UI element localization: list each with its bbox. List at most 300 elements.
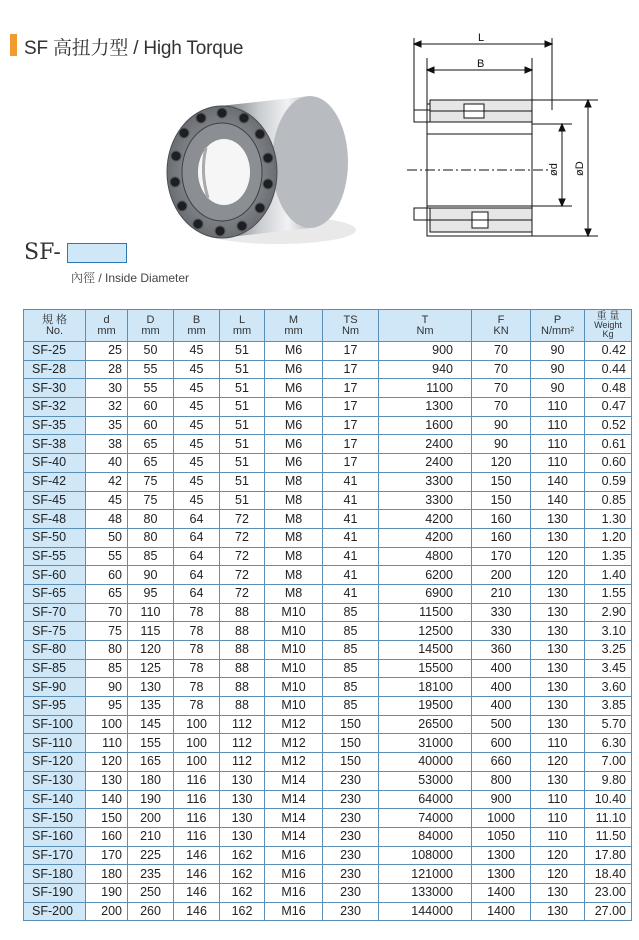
table-cell: 17 (323, 360, 379, 379)
table-cell: 4800 (379, 547, 472, 566)
table-row (24, 790, 632, 809)
table-cell: 130 (531, 659, 585, 678)
table-cell: 0.61 (585, 435, 632, 454)
header-cell: M mm (265, 310, 323, 342)
table-row (24, 360, 632, 379)
model-cell: SF-38 (24, 435, 86, 454)
table-cell: 88 (220, 603, 265, 622)
table-cell: M6 (265, 435, 323, 454)
table-cell: 200 (472, 566, 531, 585)
header-cell: B mm (174, 310, 220, 342)
table-cell: 80 (128, 510, 174, 529)
table-cell: 17 (323, 435, 379, 454)
table-cell: 146 (174, 883, 220, 902)
table-cell: 85 (323, 641, 379, 660)
table-cell: M8 (265, 566, 323, 585)
table-cell: 140 (531, 472, 585, 491)
table-cell: 7.00 (585, 753, 632, 772)
table-row (24, 883, 632, 902)
table-row (24, 416, 632, 435)
table-cell: 11.50 (585, 827, 632, 846)
table-cell: 0.42 (585, 342, 632, 361)
table-cell: 95 (128, 584, 174, 603)
table-row (24, 697, 632, 716)
table-cell: 146 (174, 902, 220, 921)
table-cell: 146 (174, 846, 220, 865)
table-cell: 3.60 (585, 678, 632, 697)
table-cell: M8 (265, 491, 323, 510)
dim-L-label: L (478, 32, 485, 44)
table-cell: 330 (472, 603, 531, 622)
table-cell: 45 (174, 491, 220, 510)
table-cell: 14500 (379, 641, 472, 660)
table-cell: 90 (531, 342, 585, 361)
table-cell: 48 (86, 510, 128, 529)
table-cell: 84000 (379, 827, 472, 846)
page-title: SF 高扭力型 / High Torque (24, 38, 244, 59)
model-cell: SF-190 (24, 883, 86, 902)
header-cell: P N/mm² (531, 310, 585, 342)
table-cell: 85 (323, 678, 379, 697)
table-cell: 78 (174, 603, 220, 622)
table-cell: 55 (128, 360, 174, 379)
table-cell: 6900 (379, 584, 472, 603)
table-cell: 110 (531, 734, 585, 753)
table-cell: 130 (220, 771, 265, 790)
table-cell: 41 (323, 491, 379, 510)
table-cell: M8 (265, 547, 323, 566)
table-cell: 150 (323, 753, 379, 772)
model-cell: SF-130 (24, 771, 86, 790)
table-cell: M14 (265, 827, 323, 846)
table-cell: 41 (323, 472, 379, 491)
table-cell: 51 (220, 379, 265, 398)
table-cell: M10 (265, 659, 323, 678)
table-cell: 50 (86, 528, 128, 547)
table-cell: 2400 (379, 454, 472, 473)
inside-diameter-box (67, 243, 127, 263)
table-row (24, 584, 632, 603)
table-cell: 230 (323, 771, 379, 790)
table-cell: 64000 (379, 790, 472, 809)
table-cell: 110 (86, 734, 128, 753)
table-cell: 230 (323, 865, 379, 884)
table-cell: 120 (531, 753, 585, 772)
table-cell: 88 (220, 659, 265, 678)
table-cell: 90 (472, 416, 531, 435)
table-cell: 78 (174, 622, 220, 641)
table-row (24, 865, 632, 884)
model-cell: SF-25 (24, 342, 86, 361)
table-cell: 10.40 (585, 790, 632, 809)
table-cell: 130 (531, 771, 585, 790)
table-body (24, 342, 632, 921)
table-cell: 45 (174, 379, 220, 398)
table-cell: 51 (220, 435, 265, 454)
table-row (24, 734, 632, 753)
technical-drawing (402, 30, 634, 248)
table-cell: 1400 (472, 902, 531, 921)
table-cell: 330 (472, 622, 531, 641)
model-cell: SF-90 (24, 678, 86, 697)
table-cell: 45 (174, 454, 220, 473)
table-cell: 51 (220, 360, 265, 379)
table-cell: 135 (128, 697, 174, 716)
table-cell: 120 (531, 566, 585, 585)
table-cell: 140 (86, 790, 128, 809)
table-cell: 51 (220, 416, 265, 435)
table-cell: 90 (531, 379, 585, 398)
table-cell: 40 (86, 454, 128, 473)
table-cell: 155 (128, 734, 174, 753)
table-row (24, 379, 632, 398)
dim-d-label: ød (548, 163, 560, 176)
table-cell: M16 (265, 846, 323, 865)
table-cell: 95 (86, 697, 128, 716)
table-cell: 45 (174, 360, 220, 379)
table-cell: 25 (86, 342, 128, 361)
table-cell: M14 (265, 809, 323, 828)
table-cell: 230 (323, 883, 379, 902)
table-cell: 230 (323, 902, 379, 921)
table-cell: 17 (323, 416, 379, 435)
table-cell: 110 (531, 454, 585, 473)
table-cell: 130 (220, 790, 265, 809)
table-cell: M10 (265, 678, 323, 697)
table-cell: 38 (86, 435, 128, 454)
table-cell: 1.30 (585, 510, 632, 529)
model-cell: SF-50 (24, 528, 86, 547)
table-cell: M16 (265, 865, 323, 884)
table-cell: M6 (265, 342, 323, 361)
table-cell: M6 (265, 398, 323, 417)
table-cell: 40000 (379, 753, 472, 772)
table-cell: 64 (174, 528, 220, 547)
table-row (24, 753, 632, 772)
table-header-row (24, 310, 632, 342)
table-cell: 70 (86, 603, 128, 622)
table-cell: 88 (220, 697, 265, 716)
table-cell: 1300 (472, 846, 531, 865)
table-row (24, 771, 632, 790)
header-cell: L mm (220, 310, 265, 342)
model-cell: SF-32 (24, 398, 86, 417)
table-cell: 28 (86, 360, 128, 379)
model-cell: SF-110 (24, 734, 86, 753)
table-cell: M8 (265, 528, 323, 547)
table-row (24, 566, 632, 585)
table-cell: 12500 (379, 622, 472, 641)
table-cell: M10 (265, 603, 323, 622)
table-cell: 17.80 (585, 846, 632, 865)
table-cell: 5.70 (585, 715, 632, 734)
table-row (24, 510, 632, 529)
table-cell: 72 (220, 566, 265, 585)
table-cell: 1.35 (585, 547, 632, 566)
table-cell: 250 (128, 883, 174, 902)
table-cell: 78 (174, 659, 220, 678)
dim-B-label: B (477, 58, 485, 70)
model-cell: SF-150 (24, 809, 86, 828)
table-cell: 110 (531, 435, 585, 454)
table-cell: 31000 (379, 734, 472, 753)
table-cell: 11.10 (585, 809, 632, 828)
designation-caption: 內徑 / Inside Diameter (71, 271, 190, 285)
table-cell: 17 (323, 454, 379, 473)
table-cell: 64 (174, 566, 220, 585)
table-cell: M16 (265, 883, 323, 902)
title-accent-bar (10, 34, 17, 56)
table-cell: 130 (531, 528, 585, 547)
table-cell: 160 (472, 528, 531, 547)
table-cell: 130 (531, 883, 585, 902)
table-cell: 1300 (472, 865, 531, 884)
table-cell: 80 (86, 641, 128, 660)
model-cell: SF-140 (24, 790, 86, 809)
table-cell: 146 (174, 865, 220, 884)
table-cell: 55 (128, 379, 174, 398)
table-cell: 6200 (379, 566, 472, 585)
header-cell: 重 量 Weight Kg (585, 310, 632, 342)
table-cell: 230 (323, 809, 379, 828)
table-cell: 64 (174, 547, 220, 566)
model-cell: SF-200 (24, 902, 86, 921)
table-cell: 85 (323, 622, 379, 641)
table-cell: 1100 (379, 379, 472, 398)
table-cell: M14 (265, 771, 323, 790)
table-cell: 130 (128, 678, 174, 697)
header-cell: TS Nm (323, 310, 379, 342)
table-cell: 130 (86, 771, 128, 790)
table-cell: 600 (472, 734, 531, 753)
table-cell: 116 (174, 790, 220, 809)
table-cell: M8 (265, 472, 323, 491)
table-cell: 85 (86, 659, 128, 678)
table-row (24, 435, 632, 454)
spec-table (23, 309, 632, 921)
table-cell: 190 (86, 883, 128, 902)
table-cell: 51 (220, 454, 265, 473)
table-cell: 120 (531, 547, 585, 566)
table-cell: 45 (174, 342, 220, 361)
table-cell: 130 (531, 678, 585, 697)
table-cell: 150 (323, 715, 379, 734)
table-cell: M10 (265, 641, 323, 660)
table-cell: 51 (220, 491, 265, 510)
table-cell: 170 (472, 547, 531, 566)
table-cell: 900 (472, 790, 531, 809)
table-cell: 78 (174, 641, 220, 660)
table-cell: 75 (86, 622, 128, 641)
table-cell: 140 (531, 491, 585, 510)
table-cell: M6 (265, 360, 323, 379)
table-cell: 200 (86, 902, 128, 921)
table-cell: 9.80 (585, 771, 632, 790)
table-row (24, 342, 632, 361)
table-cell: 230 (323, 790, 379, 809)
table-cell: 85 (323, 603, 379, 622)
table-cell: 130 (531, 584, 585, 603)
table-cell: 110 (128, 603, 174, 622)
table-cell: 130 (531, 715, 585, 734)
table-row (24, 622, 632, 641)
table-row (24, 846, 632, 865)
table-cell: 32 (86, 398, 128, 417)
table-cell: 19500 (379, 697, 472, 716)
table-row (24, 809, 632, 828)
table-cell: 18100 (379, 678, 472, 697)
table-cell: 110 (531, 416, 585, 435)
table-cell: 41 (323, 566, 379, 585)
table-cell: 150 (472, 472, 531, 491)
table-cell: 35 (86, 416, 128, 435)
table-cell: 60 (128, 398, 174, 417)
table-cell: 130 (531, 697, 585, 716)
header-cell: D mm (128, 310, 174, 342)
designation-prefix: SF- (24, 240, 61, 265)
model-cell: SF-85 (24, 659, 86, 678)
table-cell: 400 (472, 678, 531, 697)
table-cell: 110 (531, 827, 585, 846)
table-cell: 0.44 (585, 360, 632, 379)
table-cell: 23.00 (585, 883, 632, 902)
table-cell: 235 (128, 865, 174, 884)
table-cell: 65 (128, 435, 174, 454)
table-cell: 230 (323, 846, 379, 865)
table-cell: 11500 (379, 603, 472, 622)
table-cell: 0.47 (585, 398, 632, 417)
model-cell: SF-65 (24, 584, 86, 603)
table-cell: 78 (174, 697, 220, 716)
table-cell: 51 (220, 472, 265, 491)
table-cell: 225 (128, 846, 174, 865)
table-cell: 260 (128, 902, 174, 921)
table-cell: M8 (265, 584, 323, 603)
model-cell: SF-55 (24, 547, 86, 566)
table-cell: 162 (220, 902, 265, 921)
table-cell: 360 (472, 641, 531, 660)
dim-D-label: øD (574, 161, 586, 176)
table-cell: 70 (472, 342, 531, 361)
table-cell: 51 (220, 342, 265, 361)
table-cell: 30 (86, 379, 128, 398)
table-cell: 120 (128, 641, 174, 660)
table-cell: 121000 (379, 865, 472, 884)
table-cell: 112 (220, 715, 265, 734)
table-cell: 660 (472, 753, 531, 772)
table-cell: 500 (472, 715, 531, 734)
table-cell: 160 (86, 827, 128, 846)
table-cell: 800 (472, 771, 531, 790)
table-cell: 100 (174, 753, 220, 772)
table-cell: 41 (323, 547, 379, 566)
table-cell: 1600 (379, 416, 472, 435)
table-cell: 180 (128, 771, 174, 790)
table-cell: 90 (472, 435, 531, 454)
table-cell: 15500 (379, 659, 472, 678)
table-cell: 180 (86, 865, 128, 884)
table-cell: 2.90 (585, 603, 632, 622)
table-cell: 17 (323, 379, 379, 398)
table-cell: 125 (128, 659, 174, 678)
table-cell: M12 (265, 715, 323, 734)
table-cell: M16 (265, 902, 323, 921)
table-cell: 50 (128, 342, 174, 361)
table-cell: 1.55 (585, 584, 632, 603)
model-cell: SF-160 (24, 827, 86, 846)
table-cell: 900 (379, 342, 472, 361)
table-cell: 88 (220, 622, 265, 641)
table-cell: 6.30 (585, 734, 632, 753)
table-cell: 1300 (379, 398, 472, 417)
table-cell: 160 (472, 510, 531, 529)
table-cell: 110 (531, 809, 585, 828)
table-cell: M6 (265, 416, 323, 435)
table-cell: 85 (323, 697, 379, 716)
table-cell: 70 (472, 379, 531, 398)
model-cell: SF-40 (24, 454, 86, 473)
table-cell: 0.85 (585, 491, 632, 510)
table-row (24, 491, 632, 510)
table-cell: 130 (531, 641, 585, 660)
table-cell: 26500 (379, 715, 472, 734)
table-cell: 100 (86, 715, 128, 734)
table-cell: 4200 (379, 528, 472, 547)
header-cell: T Nm (379, 310, 472, 342)
model-cell: SF-80 (24, 641, 86, 660)
model-cell: SF-120 (24, 753, 86, 772)
table-cell: 120 (472, 454, 531, 473)
table-cell: 4200 (379, 510, 472, 529)
table-cell: 74000 (379, 809, 472, 828)
table-cell: 1400 (472, 883, 531, 902)
table-cell: 110 (531, 398, 585, 417)
table-cell: 80 (128, 528, 174, 547)
table-cell: 150 (472, 491, 531, 510)
table-cell: 112 (220, 753, 265, 772)
table-row (24, 659, 632, 678)
table-row (24, 547, 632, 566)
table-cell: 17 (323, 342, 379, 361)
table-cell: 45 (174, 472, 220, 491)
table-cell: 116 (174, 771, 220, 790)
table-cell: M12 (265, 734, 323, 753)
table-cell: 120 (86, 753, 128, 772)
table-cell: 70 (472, 398, 531, 417)
table-cell: 64 (174, 584, 220, 603)
table-cell: 3300 (379, 472, 472, 491)
table-cell: M10 (265, 622, 323, 641)
table-cell: 400 (472, 697, 531, 716)
table-cell: 108000 (379, 846, 472, 865)
table-cell: 3.85 (585, 697, 632, 716)
model-cell: SF-30 (24, 379, 86, 398)
table-cell: 1000 (472, 809, 531, 828)
table-cell: 100 (174, 715, 220, 734)
product-photo (160, 78, 370, 253)
table-cell: 162 (220, 846, 265, 865)
table-cell: 60 (86, 566, 128, 585)
table-cell: 400 (472, 659, 531, 678)
table-cell: 18.40 (585, 865, 632, 884)
model-cell: SF-60 (24, 566, 86, 585)
table-cell: 145 (128, 715, 174, 734)
table-cell: 42 (86, 472, 128, 491)
table-cell: 165 (128, 753, 174, 772)
table-cell: 41 (323, 528, 379, 547)
table-cell: 17 (323, 398, 379, 417)
table-cell: 170 (86, 846, 128, 865)
